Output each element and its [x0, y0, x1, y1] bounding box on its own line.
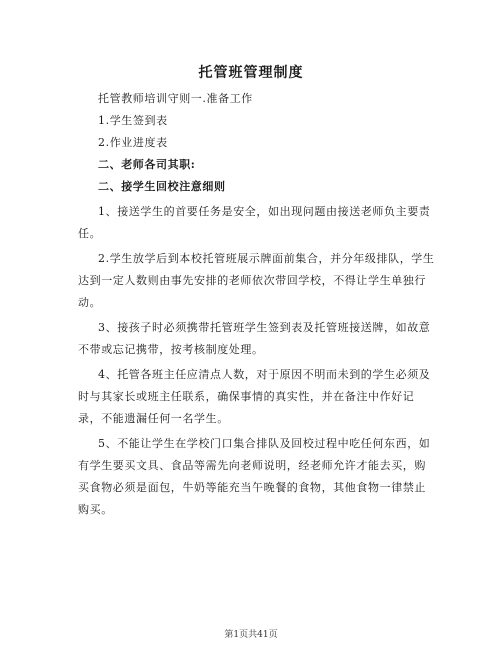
body-line: 不带或忘记携带，按考核制度处理。 [78, 343, 264, 356]
body-line: 3、接孩子时必须携带托管班学生签到表及托管班接送牌，如故意 [98, 321, 431, 334]
body-line: 任。 [78, 227, 102, 240]
body-line: 2.学生放学后到本校托管班展示牌面前集合，并分年级排队，学生 [98, 252, 435, 265]
body-line: 买食物必须是面包，牛奶等能充当午晚餐的食物，其他食物一律禁止 [78, 481, 426, 494]
body-line: 购买。 [78, 503, 113, 516]
body-line: 录，不能遗漏任何一名学生。 [78, 412, 229, 425]
body-line: 有学生要买文具、食品等需先向老师说明，经老师允许才能去买，购 [78, 459, 426, 472]
section-heading: 二、老师各司其职: [98, 158, 196, 171]
section-heading: 二、接学生回校注意细则 [98, 180, 226, 193]
body-line: 1、接送学生的首要任务是安全，如出现问题由接送老师负主要责 [98, 205, 431, 218]
page-footer: 第1页共41页 [224, 630, 278, 640]
body-line: 达到一定人数则由事先安排的老师依次带回学校，不得让学生单独行 [78, 274, 426, 287]
body-line: 托管教师培训守则一.准备工作 [98, 92, 253, 105]
body-line: 动。 [78, 296, 102, 309]
body-line: 1.学生签到表 [98, 114, 168, 127]
body-line: 5、不能让学生在学校门口集合排队及回校过程中吃任何东西，如 [98, 437, 431, 450]
body-line: 4、托管各班主任应清点人数，对于原因不明而未到的学生必须及 [98, 368, 431, 381]
body-line: 时与其家长或班主任联系，确保事情的真实性，并在备注中作好记 [78, 390, 415, 403]
document-title: 托管班管理制度 [198, 65, 304, 81]
document-body [78, 88, 434, 521]
body-line: 2.作业进度表 [98, 136, 168, 149]
